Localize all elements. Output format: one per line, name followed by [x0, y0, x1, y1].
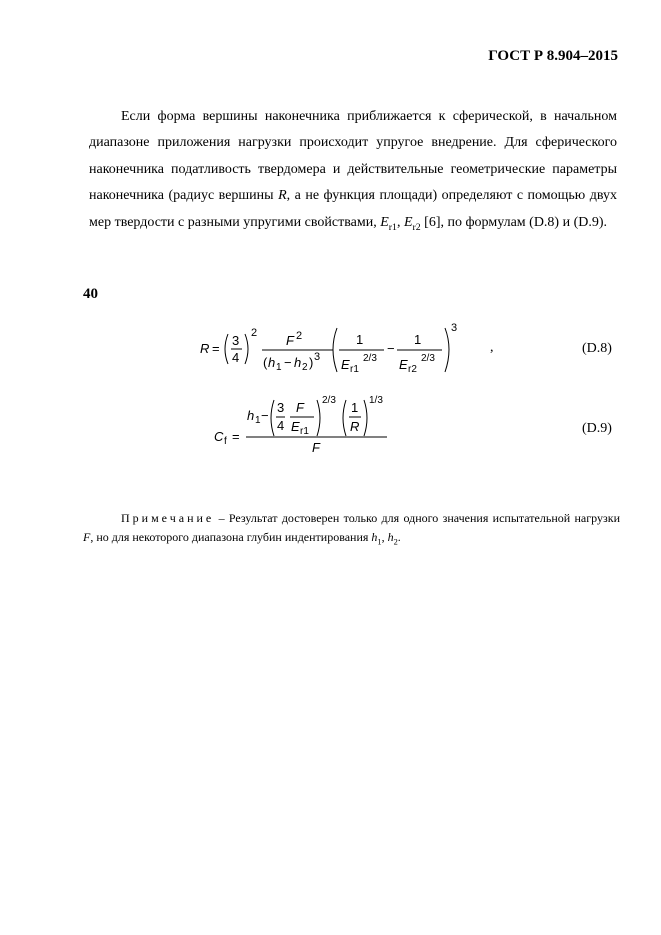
d9-h1: h: [247, 408, 255, 423]
d9-f: F: [296, 400, 304, 415]
formula-d9-lhs: C: [214, 429, 224, 444]
note-sub-2: 2: [393, 537, 398, 547]
paragraph-text-2: , а не функция площади) определяют с помощью двух мер твердости с разными упругими свойствами,: [89, 188, 618, 230]
note-text-2: , но для некоторого диапазона глубин индентирования: [90, 530, 372, 544]
formula-d8: [196, 316, 476, 378]
document-header: ГОСТ Р 8.904–2015: [488, 48, 618, 64]
frac2-den-open: (: [263, 355, 268, 370]
separator: ,: [396, 214, 404, 230]
frac3-num: 1: [356, 332, 364, 347]
paren-left-1: [225, 334, 228, 364]
note-sub-1: 1: [377, 537, 382, 547]
note-dash: –: [214, 511, 229, 525]
frac2-den-h1: h: [268, 355, 276, 370]
d9-exp13: 1/3: [369, 395, 383, 406]
var-e-1: E: [380, 214, 389, 230]
frac2-den-exp: 3: [314, 351, 321, 363]
formula-d9-eq: =: [232, 429, 240, 444]
frac1-den: 4: [232, 350, 240, 365]
sub-r2: r2: [412, 221, 421, 233]
d9-exp23: 2/3: [322, 395, 336, 406]
var-r: R: [278, 188, 287, 204]
d9-paren-right-1: [317, 400, 320, 436]
formula-d9-lhs-sub: f: [224, 436, 227, 447]
paragraph-text-1: Если форма вершины наконечника приближается к сферической, в начальном диапазоне приложения нагрузки происходит упругое внедрение. Для сферического наконечника податливость твердомера и действительные геометрические параметры наконечника (радиус вершины: [89, 109, 617, 204]
d9-den: F: [312, 440, 320, 455]
note-var-f: F: [83, 530, 91, 544]
note-paragraph: [83, 509, 620, 551]
d9-four: 4: [277, 418, 285, 433]
exp-outer-1: 2: [251, 327, 258, 339]
d9-paren-left-1: [271, 400, 274, 436]
frac2-den-h2: h: [294, 355, 302, 370]
frac2-den-close: ): [309, 355, 314, 370]
var-e-2: E: [403, 214, 413, 230]
frac3-minus: −: [387, 341, 395, 356]
paragraph-text-3: [6], по формулам (D.8) и (D.9).: [420, 214, 608, 230]
frac2-den-minus: −: [284, 355, 292, 370]
body-paragraph: [89, 104, 617, 241]
frac3-den-r1: r1: [350, 364, 359, 375]
frac2-num-exp: 2: [296, 330, 303, 342]
d9-paren-left-2: [343, 400, 346, 436]
sub-r1: r1: [388, 221, 397, 233]
frac2-den-h2-sub: 2: [302, 362, 308, 373]
d9-h1-sub: 1: [255, 415, 261, 426]
formula-d8-lhs: R: [200, 341, 210, 356]
frac2-den-h1-sub: 1: [276, 362, 282, 373]
formula-d8-eq: =: [212, 341, 220, 356]
frac3-den-e: E: [341, 357, 350, 372]
note-sep: ,: [381, 530, 388, 544]
d9-minus: −: [261, 408, 269, 423]
exp-outer-2: 3: [451, 322, 458, 334]
paren-left-2: [333, 328, 337, 372]
formula-d8-comma: ,: [490, 340, 494, 355]
frac3-den-exp: 2/3: [363, 353, 377, 364]
d9-r: R: [350, 419, 360, 434]
page-number: 40: [83, 286, 98, 302]
frac4-den-r2: r2: [408, 364, 417, 375]
formula-d9: [210, 390, 400, 456]
d9-r1: r1: [300, 426, 309, 437]
note-text-1: Результат достоверен только для одного значения испытательной нагрузки: [228, 511, 620, 525]
d9-paren-right-2: [364, 400, 367, 436]
d9-e: E: [291, 419, 300, 434]
frac4-num: 1: [414, 332, 422, 347]
formula-d9-number: (D.9): [582, 421, 612, 436]
paren-right-2: [445, 328, 449, 372]
paren-right-1: [245, 334, 248, 364]
frac4-den-e: E: [399, 357, 408, 372]
frac2-num-f: F: [286, 333, 294, 348]
d9-three: 3: [277, 400, 285, 415]
frac4-den-exp: 2/3: [421, 353, 435, 364]
note-var-h2: h: [387, 530, 394, 544]
note-var-h1: h: [371, 530, 378, 544]
note-label: Примечание: [121, 511, 215, 525]
formula-d8-number: (D.8): [582, 341, 612, 356]
note-end: .: [397, 530, 401, 544]
frac1-num: 3: [232, 333, 240, 348]
d9-one: 1: [351, 400, 359, 415]
